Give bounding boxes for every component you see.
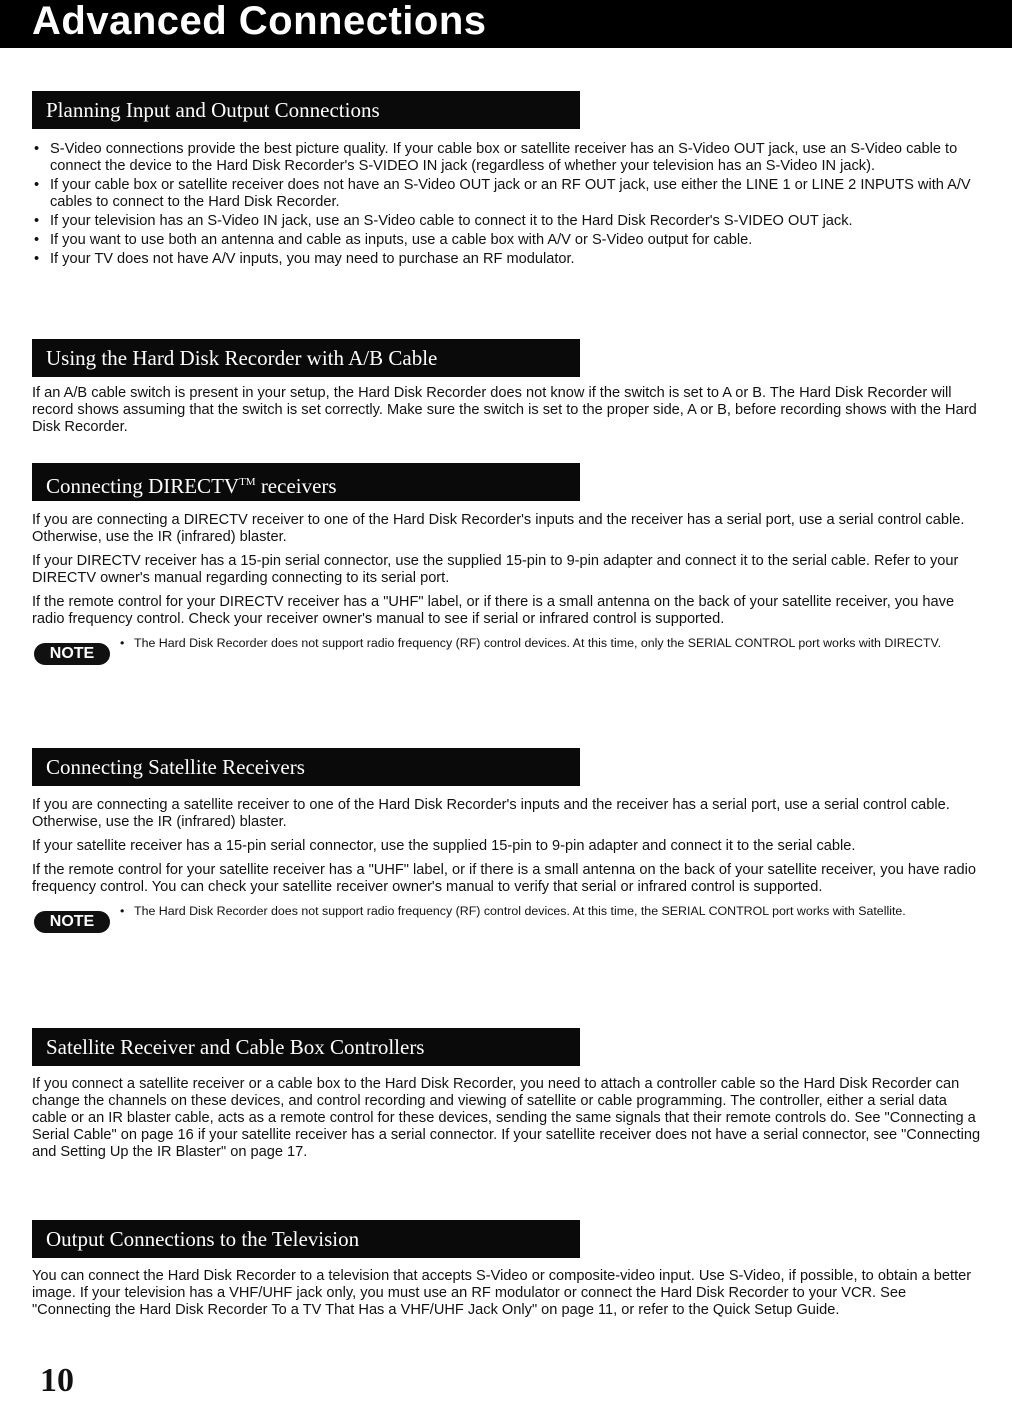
section-output-tv xyxy=(32,1220,982,1326)
note xyxy=(32,903,982,937)
paragraph: If your satellite receiver has a 15-pin serial connector, use the supplied 15-pin to 9-pin adapter and connect it to the serial cable. xyxy=(32,838,856,854)
note-badge: NOTE xyxy=(34,911,110,933)
section-satellite xyxy=(32,748,982,937)
section-heading: Output Connections to the Television xyxy=(32,1220,580,1258)
note-badge: NOTE xyxy=(34,643,110,665)
note-text: • The Hard Disk Recorder does not support radio frequency (RF) control devices. At this time, the SERIAL CONTROL port works with Satellite. xyxy=(120,903,954,919)
section-planning xyxy=(32,91,982,270)
heading-suffix: receivers xyxy=(255,474,337,498)
page-number: 10 xyxy=(40,1362,74,1399)
paragraph: If you connect a satellite receiver or a cable box to the Hard Disk Recorder, you need to attach a controller cable so the Hard Disk Recorder can change the channels on these devices, and control recording and viewing of satellite or cable programming. The controller, either a serial data cable or an IR blaster cable, acts as a remote control for these devices, sending the same signals that their remote controls do. See "Connecting a Serial Cable" on page 16 if your satellite receiver has a serial connector. If your satellite receiver does not have a serial connector, see "Connecting and Setting Up the IR Blaster" on page 17. xyxy=(32,1076,981,1160)
bullet-list xyxy=(32,141,982,268)
list-item: • If your television has an S-Video IN jack, use an S-Video cable to connect it to the Hard Disk Recorder's S-VIDEO OUT jack. xyxy=(32,213,982,230)
list-item: • If your cable box or satellite receiver does not have an S-Video OUT jack or an RF OUT jack, use either the LINE 1 or LINE 2 INPUTS with A/V cables to connect to the Hard Disk Recorder. xyxy=(32,177,982,211)
list-item: • If you want to use both an antenna and cable as inputs, use a cable box with A/V or S-Video output for cable. xyxy=(32,232,982,249)
note xyxy=(32,635,982,669)
section-body xyxy=(32,1268,982,1319)
paragraph: If you are connecting a satellite receiver to one of the Hard Disk Recorder's inputs and the receiver has a serial port, use a serial control cable. Otherwise, use the IR (infrared) blaster. xyxy=(32,797,950,830)
heading-text: Connecting DIRECTV xyxy=(46,474,240,498)
section-directv xyxy=(32,463,982,669)
list-item: • If your TV does not have A/V inputs, you may need to purchase an RF modulator. xyxy=(32,251,982,268)
paragraph: If you are connecting a DIRECTV receiver to one of the Hard Disk Recorder's inputs and the receiver has a serial port, use a serial control cable. Otherwise, use the IR (infrared) blaster. xyxy=(32,512,965,545)
section-heading: Planning Input and Output Connections xyxy=(32,91,580,129)
page-title: Advanced Connections xyxy=(32,0,487,43)
section-controllers xyxy=(32,1028,982,1168)
note-text: • The Hard Disk Recorder does not support radio frequency (RF) control devices. At this time, only the SERIAL CONTROL port works with DIRECTV. xyxy=(120,635,954,651)
title-bar xyxy=(0,0,1012,48)
paragraph: If the remote control for your DIRECTV receiver has a "UHF" label, or if there is a small antenna on the back of your satellite receiver, you have radio frequency control. Check your receiver owner's manual to see if serial or infrared control is supported. xyxy=(32,594,955,627)
section-heading xyxy=(32,463,580,501)
section-body xyxy=(32,797,982,896)
section-heading: Using the Hard Disk Recorder with A/B Cable xyxy=(32,339,580,377)
list-item: • S-Video connections provide the best picture quality. If your cable box or satellite receiver has an S-Video OUT jack, use an S-Video cable to connect the device to the Hard Disk Recorder's S-VIDEO IN jack (regardless of whether your television has an S-Video IN jack). xyxy=(32,141,982,175)
section-body xyxy=(32,385,982,436)
paragraph: You can connect the Hard Disk Recorder to a television that accepts S-Video or composite-video input. Use S-Video, if possible, to obtain a better image. If your television has a VHF/UHF jack only, you must use an RF modulator or connect the Hard Disk Recorder to your VCR. See "Connecting the Hard Disk Recorder To a TV That Has a VHF/UHF Jack Only" on page 11, or refer to the Quick Setup Guide. xyxy=(32,1268,972,1318)
section-heading: Satellite Receiver and Cable Box Controllers xyxy=(32,1028,580,1066)
paragraph: If an A/B cable switch is present in your setup, the Hard Disk Recorder does not know if the switch is set to A or B. The Hard Disk Recorder will record shows assuming that the switch is set correctly. Make sure the switch is set to the proper side, A or B, before recording shows with the Hard Disk Recorder. xyxy=(32,385,977,435)
section-body xyxy=(32,1076,982,1161)
paragraph: If your DIRECTV receiver has a 15-pin serial connector, use the supplied 15-pin to 9-pin adapter and connect it to the serial cable. Refer to your DIRECTV owner's manual regarding connecting to its serial port. xyxy=(32,553,959,586)
section-ab-cable xyxy=(32,339,982,443)
paragraph: If the remote control for your satellite receiver has a "UHF" label, or if there is a small antenna on the back of your satellite receiver, you have radio frequency control. You can check your satellite receiver owner's manual to verify that serial or infrared control is supported. xyxy=(32,862,977,895)
section-heading: Connecting Satellite Receivers xyxy=(32,748,580,786)
section-body xyxy=(32,512,982,628)
trademark-mark: TM xyxy=(239,476,256,488)
